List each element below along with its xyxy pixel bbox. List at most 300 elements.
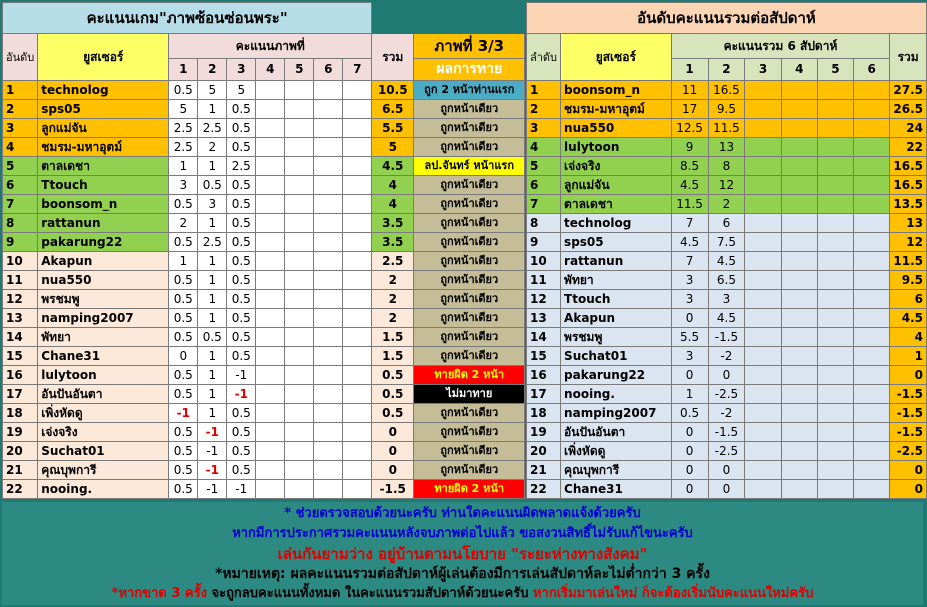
picture-progress: ภาพที่ 3/3 xyxy=(414,34,525,59)
rank-cell: 22 xyxy=(3,480,38,499)
total-cell: -1.5 xyxy=(890,404,927,423)
picture-score-cell xyxy=(314,290,343,309)
ranking-row xyxy=(527,347,927,366)
user-header: ยูสเซอร์ xyxy=(561,34,672,81)
rank-cell: 7 xyxy=(527,195,561,214)
picture-score-cell xyxy=(285,233,314,252)
total-cell: 5.5 xyxy=(372,119,414,138)
user-cell: พรชมพู xyxy=(38,290,169,309)
picture-score-cell xyxy=(256,138,285,157)
week-score-cell: -2.5 xyxy=(708,385,745,404)
week-score-cell xyxy=(817,404,853,423)
total-cell: 13.5 xyxy=(890,195,927,214)
user-cell: อันปันอันตา xyxy=(561,423,672,442)
col-header-5: 5 xyxy=(285,59,314,81)
user-cell: ตาลเดชา xyxy=(561,195,672,214)
week-score-cell: 3 xyxy=(708,290,745,309)
week-score-cell xyxy=(854,176,890,195)
picture-score-cell: 3 xyxy=(198,195,227,214)
week-score-cell xyxy=(745,366,781,385)
picture-score-cell xyxy=(256,423,285,442)
user-cell: เพิ่งหัดดู xyxy=(561,442,672,461)
week-score-cell: 5.5 xyxy=(671,328,708,347)
total-cell: 4.5 xyxy=(372,157,414,176)
rank-cell: 3 xyxy=(3,119,38,138)
week-score-cell xyxy=(817,176,853,195)
picture-score-cell xyxy=(314,309,343,328)
user-cell: พัทยา xyxy=(38,328,169,347)
week-score-cell xyxy=(745,309,781,328)
total-cell: 4.5 xyxy=(890,309,927,328)
user-cell: Chane31 xyxy=(561,480,672,499)
week-score-cell xyxy=(817,157,853,176)
result-cell: ถูกหน้าเดียว xyxy=(414,290,525,309)
week-score-cell xyxy=(781,442,817,461)
footer-note-1: * ช่วยตรวจสอบด้วยนะครับ ท่านใดคะแนนผิดพลาดแจ้งด้วยครับ xyxy=(284,506,641,521)
picture-score-cell: 0.5 xyxy=(169,385,198,404)
score-row xyxy=(3,271,525,290)
result-cell: ถูกหน้าเดียว xyxy=(414,271,525,290)
result-cell: ถูกหน้าเดียว xyxy=(414,214,525,233)
user-cell: ชมรม-มหาอุตม์ xyxy=(561,100,672,119)
col-header-7: 7 xyxy=(343,59,372,81)
user-cell: rattanun xyxy=(38,214,169,233)
week-score-cell xyxy=(781,214,817,233)
picture-score-cell xyxy=(343,157,372,176)
result-cell: ถูกหน้าเดียว xyxy=(414,176,525,195)
picture-score-cell xyxy=(256,328,285,347)
rank-cell: 5 xyxy=(527,157,561,176)
week-score-cell: 12.5 xyxy=(671,119,708,138)
picture-score-cell: 0.5 xyxy=(169,290,198,309)
rank-cell: 16 xyxy=(3,366,38,385)
picture-score-cell: 0.5 xyxy=(169,271,198,290)
user-cell: เจ่งจริง xyxy=(561,157,672,176)
picture-score-cell xyxy=(285,385,314,404)
score-row xyxy=(3,404,525,423)
picture-score-cell xyxy=(343,271,372,290)
picture-score-cell: 0.5 xyxy=(169,81,198,100)
user-cell: sps05 xyxy=(561,233,672,252)
score-row xyxy=(3,252,525,271)
rank-cell: 14 xyxy=(527,328,561,347)
ranking-row xyxy=(527,480,927,499)
picture-score-cell xyxy=(314,157,343,176)
picture-score-cell: 0.5 xyxy=(227,195,256,214)
user-cell: Suchat01 xyxy=(38,442,169,461)
week-score-cell xyxy=(854,252,890,271)
week-score-cell xyxy=(854,309,890,328)
col-header-4: 4 xyxy=(256,59,285,81)
picture-score-cell xyxy=(343,176,372,195)
rank-cell: 8 xyxy=(3,214,38,233)
total-cell: 1.5 xyxy=(372,328,414,347)
week-header-3: 3 xyxy=(745,59,781,81)
user-cell: ลูกแม่จัน xyxy=(561,176,672,195)
week-score-cell: 9.5 xyxy=(708,100,745,119)
result-cell: ถูกหน้าเดียว xyxy=(414,138,525,157)
picture-score-cell xyxy=(343,366,372,385)
user-cell: Akapun xyxy=(38,252,169,271)
picture-score-cell xyxy=(256,480,285,499)
week-score-cell: 7 xyxy=(671,252,708,271)
picture-score-cell: 1 xyxy=(198,385,227,404)
picture-score-cell xyxy=(343,328,372,347)
picture-score-cell: 5 xyxy=(169,100,198,119)
week-score-cell: 0.5 xyxy=(671,404,708,423)
week-score-cell: 16.5 xyxy=(708,81,745,100)
rank-cell: 3 xyxy=(527,119,561,138)
result-cell: ลป.จันทร์ หน้าแรก xyxy=(414,157,525,176)
week-score-cell xyxy=(745,252,781,271)
total-cell: 16.5 xyxy=(890,176,927,195)
total-cell: 24 xyxy=(890,119,927,138)
col-header-6: 6 xyxy=(314,59,343,81)
picture-score-cell xyxy=(343,404,372,423)
picture-score-cell xyxy=(285,404,314,423)
picture-score-cell xyxy=(256,404,285,423)
picture-score-cell xyxy=(256,157,285,176)
week-header-4: 4 xyxy=(781,59,817,81)
ranking-row xyxy=(527,138,927,157)
week-score-cell: 3 xyxy=(671,347,708,366)
score-row xyxy=(3,309,525,328)
picture-score-cell: 0.5 xyxy=(227,423,256,442)
picture-score-cell xyxy=(343,480,372,499)
week-score-cell xyxy=(745,347,781,366)
picture-score-cell: 0.5 xyxy=(169,480,198,499)
picture-score-cell xyxy=(343,347,372,366)
picture-score-cell xyxy=(314,347,343,366)
picture-score-cell xyxy=(285,290,314,309)
picture-score-cell: 5 xyxy=(198,81,227,100)
week-score-cell: 1 xyxy=(671,385,708,404)
picture-score-cell: -1 xyxy=(198,461,227,480)
week-score-cell xyxy=(745,100,781,119)
week-score-cell xyxy=(781,461,817,480)
picture-score-cell xyxy=(285,138,314,157)
score-row xyxy=(3,195,525,214)
user-cell: เพิ่งหัดดู xyxy=(38,404,169,423)
week-score-cell xyxy=(745,328,781,347)
picture-score-cell xyxy=(343,252,372,271)
rank-header: ลำดับ xyxy=(527,34,561,81)
picture-score-cell: 0.5 xyxy=(227,461,256,480)
picture-score-cell xyxy=(314,271,343,290)
week-score-cell: 0 xyxy=(671,309,708,328)
week-score-cell xyxy=(781,81,817,100)
week-score-cell xyxy=(781,328,817,347)
rank-cell: 20 xyxy=(3,442,38,461)
score-row xyxy=(3,157,525,176)
picture-score-cell xyxy=(314,81,343,100)
total-cell: 11.5 xyxy=(890,252,927,271)
ranking-row xyxy=(527,309,927,328)
footer-warning-part2: จะถูกลบคะแนนทั้งหมด ในคะแนนรวมสัปดาห์ด้วยนะครับ xyxy=(206,586,533,601)
total-cell: 0 xyxy=(372,442,414,461)
total-cell: 4 xyxy=(372,176,414,195)
week-score-cell xyxy=(817,461,853,480)
week-score-cell xyxy=(781,176,817,195)
week-score-cell xyxy=(817,119,853,138)
score-row xyxy=(3,176,525,195)
week-score-cell xyxy=(854,290,890,309)
picture-score-cell: 0.5 xyxy=(169,233,198,252)
week-score-cell: 0 xyxy=(708,480,745,499)
week-score-cell xyxy=(781,252,817,271)
ranking-row xyxy=(527,157,927,176)
week-score-cell xyxy=(745,233,781,252)
result-cell: ถูกหน้าเดียว xyxy=(414,328,525,347)
rank-cell: 4 xyxy=(3,138,38,157)
picture-score-cell: 0.5 xyxy=(169,195,198,214)
col-header-3: 3 xyxy=(227,59,256,81)
picture-score-cell xyxy=(314,100,343,119)
picture-score-cell: 0.5 xyxy=(169,366,198,385)
week-score-cell xyxy=(745,81,781,100)
week-score-cell xyxy=(854,480,890,499)
ranking-row xyxy=(527,442,927,461)
total-cell: 2 xyxy=(372,271,414,290)
picture-score-cell xyxy=(314,138,343,157)
picture-score-cell: 0.5 xyxy=(198,328,227,347)
footer-warning xyxy=(2,584,923,604)
week-header-2: 2 xyxy=(708,59,745,81)
picture-score-cell: 0.5 xyxy=(227,214,256,233)
total-cell: 6 xyxy=(890,290,927,309)
result-cell: ถูกหน้าเดียว xyxy=(414,404,525,423)
score-row xyxy=(3,366,525,385)
picture-score-cell xyxy=(314,176,343,195)
user-cell: Ttouch xyxy=(38,176,169,195)
total-cell: 0.5 xyxy=(372,366,414,385)
week-score-cell xyxy=(854,347,890,366)
week-score-cell: 2 xyxy=(708,195,745,214)
picture-score-cell: 2.5 xyxy=(169,138,198,157)
week-score-cell xyxy=(781,290,817,309)
week-score-cell: 17 xyxy=(671,100,708,119)
col-header-1: 1 xyxy=(169,59,198,81)
week-score-cell xyxy=(745,385,781,404)
result-cell: ถูกหน้าเดียว xyxy=(414,423,525,442)
week-score-cell xyxy=(745,214,781,233)
rank-cell: 19 xyxy=(527,423,561,442)
week-header-1: 1 xyxy=(671,59,708,81)
rank-cell: 7 xyxy=(3,195,38,214)
picture-score-cell xyxy=(285,100,314,119)
week-score-cell: 13 xyxy=(708,138,745,157)
score-row xyxy=(3,442,525,461)
ranking-row xyxy=(527,290,927,309)
picture-score-cell: -1 xyxy=(198,480,227,499)
week-score-cell xyxy=(854,328,890,347)
picture-score-cell xyxy=(256,271,285,290)
picture-score-cell xyxy=(256,461,285,480)
game-title: คะแนนเกม"ภาพซ้อนซ่อนพระ" xyxy=(3,3,372,34)
total-cell: -1.5 xyxy=(890,385,927,404)
picture-score-cell xyxy=(285,271,314,290)
rank-cell: 11 xyxy=(3,271,38,290)
total-cell: 27.5 xyxy=(890,81,927,100)
picture-score-cell xyxy=(314,461,343,480)
rank-cell: 13 xyxy=(3,309,38,328)
ranking-row xyxy=(527,385,927,404)
picture-score-cell: 0.5 xyxy=(227,233,256,252)
user-cell: คุณบุพการี xyxy=(561,461,672,480)
picture-score-cell: -1 xyxy=(227,480,256,499)
picture-score-cell: 1 xyxy=(198,404,227,423)
picture-score-cell: 0.5 xyxy=(169,309,198,328)
rank-cell: 9 xyxy=(527,233,561,252)
picture-score-cell xyxy=(343,119,372,138)
picture-score-cell xyxy=(314,328,343,347)
user-cell: nooing. xyxy=(38,480,169,499)
week-score-cell xyxy=(781,404,817,423)
week-score-cell: 0 xyxy=(671,442,708,461)
week-score-cell xyxy=(817,309,853,328)
picture-score-cell xyxy=(314,233,343,252)
week-score-cell xyxy=(854,138,890,157)
rank-cell: 9 xyxy=(3,233,38,252)
week-header-5: 5 xyxy=(817,59,853,81)
total-cell: 12 xyxy=(890,233,927,252)
total-cell: 26.5 xyxy=(890,100,927,119)
week-score-cell: -2 xyxy=(708,404,745,423)
week-score-cell xyxy=(781,138,817,157)
rank-cell: 18 xyxy=(3,404,38,423)
total-cell: 0 xyxy=(372,423,414,442)
week-score-cell xyxy=(781,423,817,442)
picture-score-cell xyxy=(285,309,314,328)
footer-warning-part1: *หากขาด 3 ครั้ง xyxy=(111,586,207,601)
picture-score-cell: 0.5 xyxy=(227,176,256,195)
ranking-row xyxy=(527,195,927,214)
week-score-cell xyxy=(817,214,853,233)
user-header: ยูสเซอร์ xyxy=(38,34,169,81)
user-cell: Chane31 xyxy=(38,347,169,366)
picture-score-cell xyxy=(314,366,343,385)
picture-score-cell: -1 xyxy=(169,404,198,423)
score-row xyxy=(3,347,525,366)
picture-score-cell xyxy=(285,195,314,214)
week-score-cell xyxy=(781,195,817,214)
week-score-cell: 7 xyxy=(671,214,708,233)
total-cell: 0.5 xyxy=(372,385,414,404)
score-row xyxy=(3,480,525,499)
week-score-cell xyxy=(781,366,817,385)
picture-score-cell: -1 xyxy=(227,366,256,385)
week-score-cell: 4.5 xyxy=(708,252,745,271)
total-cell: 1 xyxy=(890,347,927,366)
picture-score-cell xyxy=(343,385,372,404)
user-cell: namping2007 xyxy=(38,309,169,328)
picture-score-cell: 0.5 xyxy=(169,423,198,442)
result-cell: ถูกหน้าเดียว xyxy=(414,461,525,480)
result-cell: ถูกหน้าเดียว xyxy=(414,442,525,461)
picture-score-cell xyxy=(314,195,343,214)
picture-score-cell: 0.5 xyxy=(227,347,256,366)
picture-score-header: คะแนนภาพที่ xyxy=(169,34,372,59)
picture-score-cell xyxy=(256,176,285,195)
user-cell: Suchat01 xyxy=(561,347,672,366)
week-score-cell xyxy=(817,100,853,119)
picture-score-cell xyxy=(285,423,314,442)
rank-cell: 2 xyxy=(527,100,561,119)
picture-score-cell xyxy=(256,385,285,404)
picture-score-cell xyxy=(256,290,285,309)
rank-cell: 10 xyxy=(527,252,561,271)
weekly-ranking-table xyxy=(526,2,927,499)
rank-header: อันดับ xyxy=(3,34,38,81)
user-cell: คุณบุพการี xyxy=(38,461,169,480)
user-cell: อันปันอันตา xyxy=(38,385,169,404)
picture-score-cell: 3 xyxy=(169,176,198,195)
week-score-cell: 6.5 xyxy=(708,271,745,290)
rank-cell: 16 xyxy=(527,366,561,385)
picture-score-cell xyxy=(285,366,314,385)
total-cell: 16.5 xyxy=(890,157,927,176)
picture-score-cell xyxy=(285,328,314,347)
footer-notes xyxy=(2,502,923,605)
total-cell: 4 xyxy=(890,328,927,347)
result-cell: ถูกหน้าเดียว xyxy=(414,252,525,271)
week-score-cell xyxy=(745,461,781,480)
picture-score-cell xyxy=(343,195,372,214)
picture-score-cell xyxy=(314,442,343,461)
total-cell: 1.5 xyxy=(372,347,414,366)
rank-cell: 21 xyxy=(527,461,561,480)
week-score-cell: 6 xyxy=(708,214,745,233)
rank-cell: 17 xyxy=(527,385,561,404)
total-cell: 0 xyxy=(890,366,927,385)
week-score-cell: 0 xyxy=(708,366,745,385)
picture-score-cell: 0.5 xyxy=(227,138,256,157)
picture-score-cell xyxy=(256,252,285,271)
score-row xyxy=(3,119,525,138)
week-score-cell: -1.5 xyxy=(708,328,745,347)
user-cell: nooing. xyxy=(561,385,672,404)
picture-score-cell xyxy=(314,385,343,404)
picture-score-cell: 1 xyxy=(198,271,227,290)
picture-score-cell: 0.5 xyxy=(227,404,256,423)
picture-score-cell xyxy=(285,442,314,461)
week-score-cell: 11.5 xyxy=(671,195,708,214)
week-score-cell xyxy=(854,233,890,252)
week-score-cell xyxy=(854,423,890,442)
picture-score-cell xyxy=(256,81,285,100)
picture-score-cell xyxy=(343,233,372,252)
picture-score-cell: 1 xyxy=(198,100,227,119)
week-score-cell: 0 xyxy=(708,461,745,480)
picture-score-cell xyxy=(256,100,285,119)
picture-score-cell: 2.5 xyxy=(198,119,227,138)
week-score-cell xyxy=(745,290,781,309)
user-cell: ตาลเดชา xyxy=(38,157,169,176)
rank-cell: 19 xyxy=(3,423,38,442)
picture-score-cell xyxy=(314,480,343,499)
total-cell: 2 xyxy=(372,309,414,328)
week-score-cell xyxy=(854,366,890,385)
total-cell: -2.5 xyxy=(890,442,927,461)
week-score-cell: 8 xyxy=(708,157,745,176)
picture-score-cell: 1 xyxy=(169,157,198,176)
result-cell: ไม่มาทาย xyxy=(414,385,525,404)
result-cell: ถูกหน้าเดียว xyxy=(414,119,525,138)
week-score-cell xyxy=(817,252,853,271)
total-cell: 2 xyxy=(372,290,414,309)
week-score-cell xyxy=(745,480,781,499)
result-header: ผลการทาย xyxy=(414,59,525,81)
